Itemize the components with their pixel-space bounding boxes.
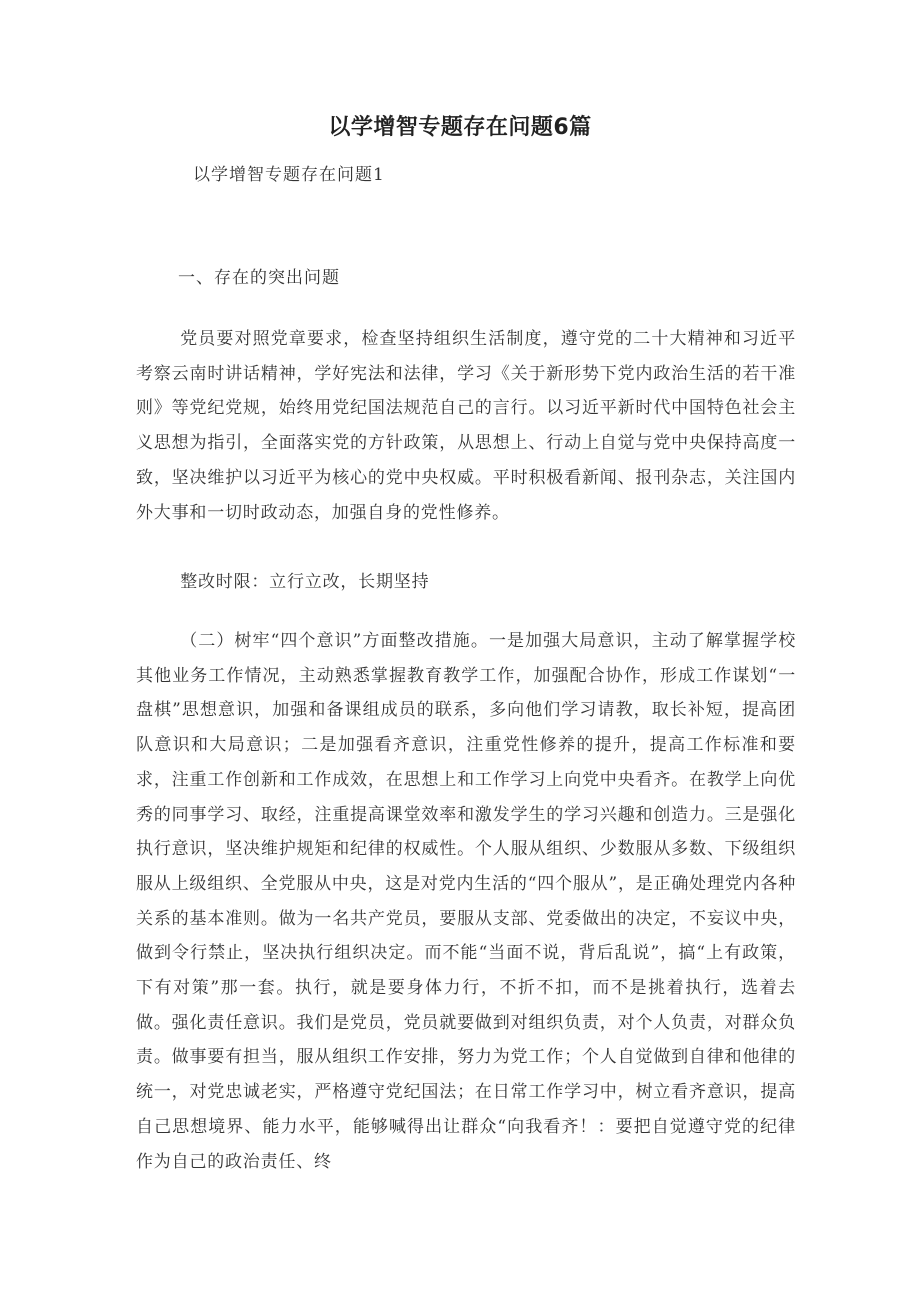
paragraph-four-consciousness: （二）树牢“四个意识”方面整改措施。一是加强大局意识，主动了解掌握学校其他业务工作情况，主动熟悉掌握教育教学工作，加强配合协作，形成工作谋划“一盘棋”思想意识，加强和备课组成员的联系，多向他们学习请教，取长补短，提高团队意识和大局意识；二是加强看齐意识，注重党性修养的提升，提高工作标准和要求，注重工作创新和工作成效，在思想上和工作学习上向党中央看齐。在教学上向优秀的同事学习、取经，注重提高课堂效率和激发学生的学习兴趣和创造力。三是强化执行意识，坚决维护规矩和纪律的权威性。个人服从组织、少数服从多数、下级组织服从上级组织、全党服从中央，这是对党内生活的“四个服从”，是正确处理党内各种关系的基本准则。做为一名共产党员，要服从支部、党委做出的决定，不妄议中央，做到令行禁止，坚决执行组织决定。而不能“当面不说，背后乱说”，搞“上有政策，下有对策”那一套。执行，就是要身体力行，不折不扣，而不是挑着执行，选着去做。强化责任意识。我们是党员，党员就要做到对组织负责，对个人负责，对群众负责。做事要有担当，服从组织工作安排，努力为党工作；个人自觉做到自律和他律的统一，对党忠诚老实，严格遵守党纪国法；在日常工作学习中，树立看齐意识，提高自己思想境界、能力水平，能够喊得出让群众“向我看齐！：要把自觉遵守党的纪律作为自己的政治责任、终: [136, 631, 796, 1172]
document-subtitle: 以学增智专题存在问题1: [193, 165, 385, 185]
paragraph-rectification-deadline: 整改时限：立行立改，长期坚持: [180, 572, 430, 592]
document-title: 以学增智专题存在问题6篇: [328, 115, 592, 140]
section-heading: 一、存在的突出问题: [178, 268, 340, 288]
paragraph-party-requirements: 党员要对照党章要求，检查坚持组织生活制度，遵守党的二十大精神和习近平考察云南时讲话精神，学好宪法和法律，学习《关于新形势下党内政治生活的若干准则》等党纪党规，始终用党纪国法规范自己的言行。以习近平新时代中国特色社会主义思想为指引，全面落实党的方针政策，从思想上、行动上自觉与党中央保持高度一致，坚决维护以习近平为核心的党中央权威。平时积极看新闻、报刊杂志，关注国内外大事和一切时政动态，加强自身的党性修养。: [136, 329, 796, 523]
